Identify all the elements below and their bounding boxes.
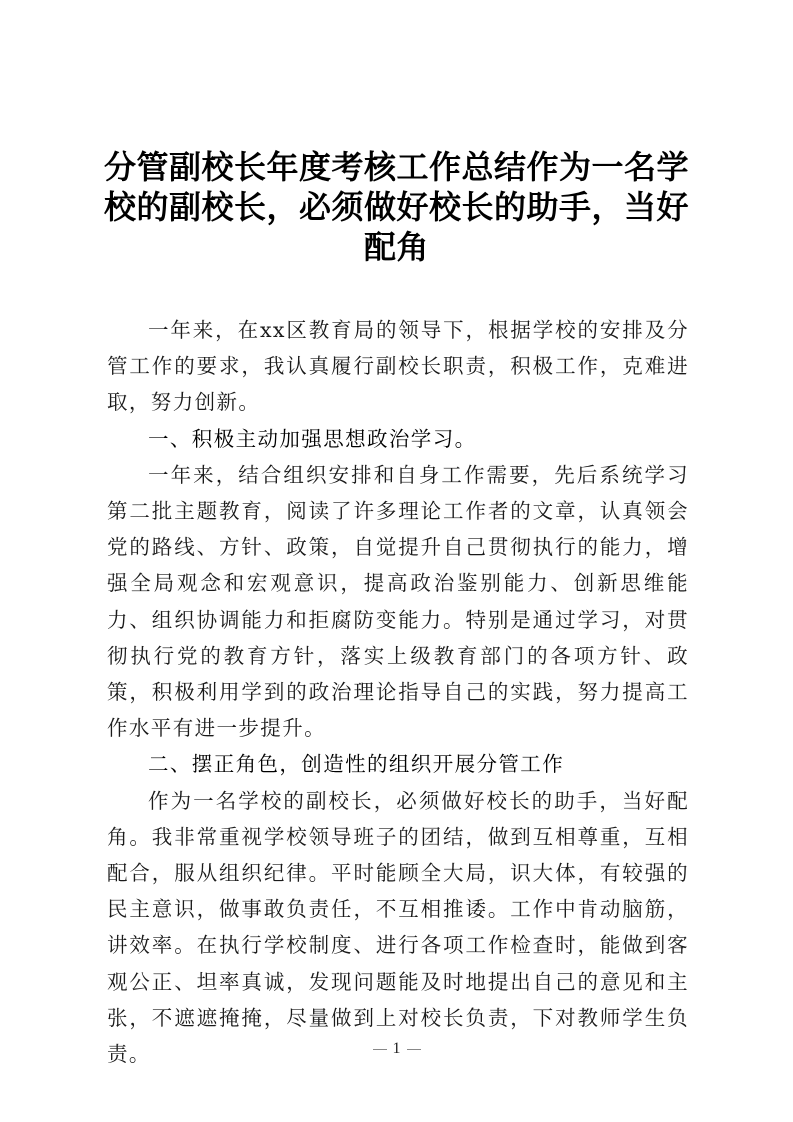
paragraph-role: 作为一名学校的副校长，必须做好校长的助手，当好配角。我非常重视学校领导班子的团结，做到互相尊重，互相配合，服从组织纪律。平时能顾全大局，识大体，有较强的民主意识，做事敢负责任，不互相推诿。工作中肯动脑筋，讲效率。在执行学校制度、进行各项工作检查时，能做到客观公正、坦率真诚，发现问题能及时地提出自己的意见和主张，不遮遮掩掩，尽量做到上对校长负责，下对教师学生负责。	[107, 788, 689, 1067]
footer-dash-left	[373, 1049, 387, 1050]
section-heading-1: 一、积极主动加强思想政治学习。	[148, 426, 477, 451]
page-number: 1	[392, 1040, 401, 1057]
document-title: 分管副校长年度考核工作总结作为一名学校的副校长，必须做好校长的助手，当好配角	[103, 148, 689, 266]
document-body	[107, 312, 689, 1072]
footer-dash-right	[407, 1049, 421, 1050]
paragraph-intro: 一年来，在xx区教育局的领导下，根据学校的安排及分管工作的要求，我认真履行副校长职责，积极工作，克难进取，努力创新。	[107, 318, 689, 415]
page-footer	[0, 1040, 793, 1058]
paragraph-study: 一年来，结合组织安排和自身工作需要，先后系统学习第二批主题教育，阅读了许多理论工作者的文章，认真领会党的路线、方针、政策，自觉提升自己贯彻执行的能力，增强全局观念和宏观意识，提高政治鉴别能力、创新思维能力、组织协调能力和拒腐防变能力。特别是通过学习，对贯彻执行党的教育方针，落实上级教育部门的各项方针、政策，积极利用学到的政治理论指导自己的实践，努力提高工作水平有进一步提升。	[107, 462, 689, 741]
section-heading-2: 二、摆正角色，创造性的组织开展分管工作	[148, 752, 565, 777]
